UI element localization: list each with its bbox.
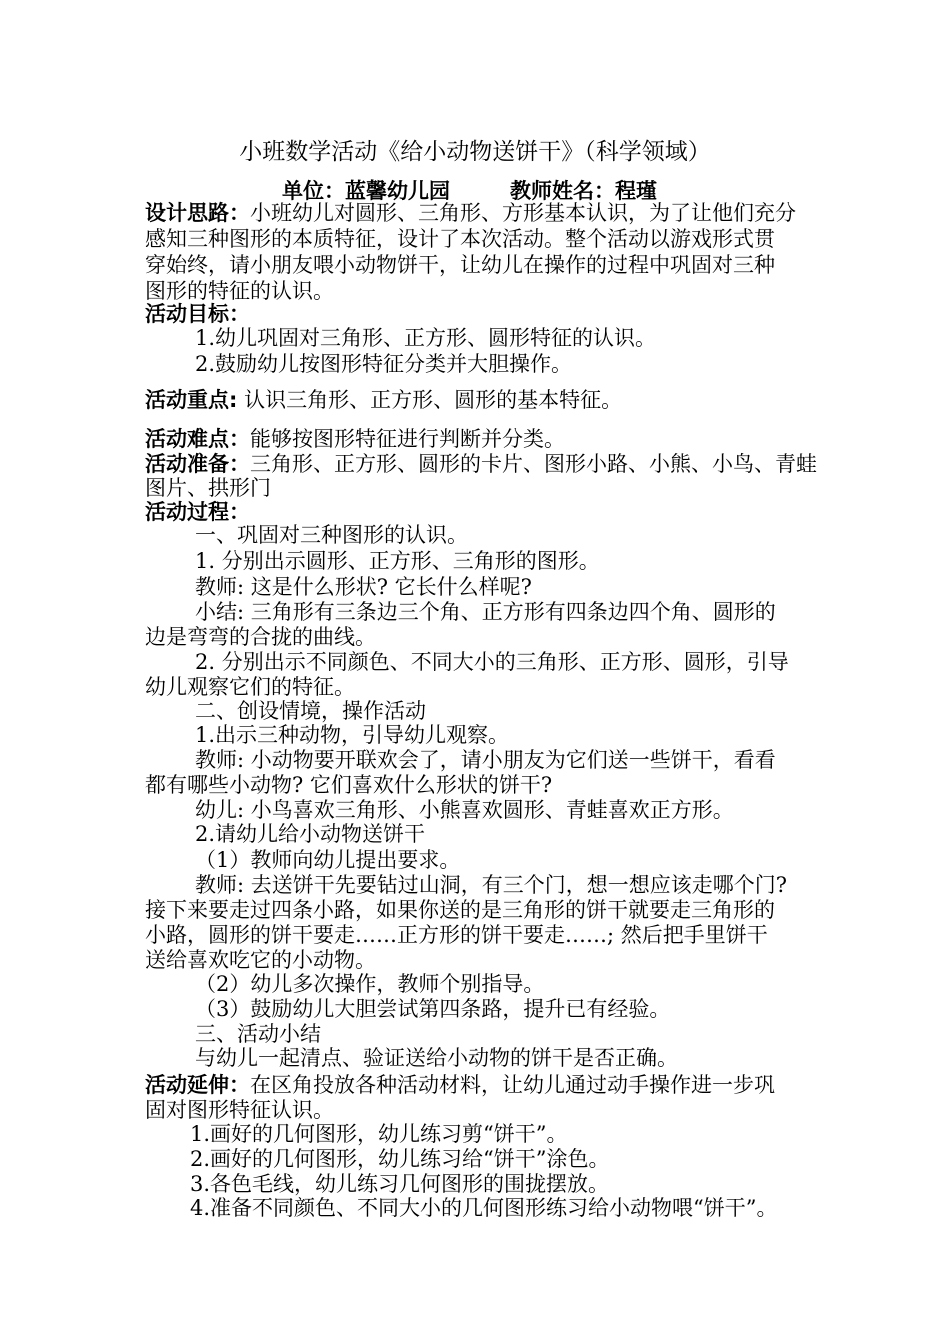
prep-line-1: 活动准备：三角形、正方形、圆形的卡片、图形小路、小熊、小鸟、青蛙	[145, 452, 817, 476]
extension-item: 4.准备不同颜色、不同大小的几何图形练习给小动物喂“饼干”。	[190, 1196, 778, 1220]
goal-item-1: 1.幼儿巩固对三角形、正方形、圆形特征的认识。	[195, 326, 657, 350]
prep-heading: 活动准备：	[145, 452, 250, 476]
process-line: 教师: 去送饼干先要钻过山洞，有三个门，想一想应该走哪个门?	[195, 873, 788, 897]
process-line: 1.出示三种动物，引导幼儿观察。	[195, 723, 510, 747]
process-line: 小结: 三角形有三条边三个角、正方形有四条边四个角、圆形的	[195, 600, 776, 624]
process-line: 1. 分别出示圆形、正方形、三角形的图形。	[195, 549, 600, 573]
process-line: 幼儿观察它们的特征。	[145, 675, 355, 699]
process-line: 都有哪些小动物? 它们喜欢什么形状的饼干?	[145, 773, 553, 797]
process-line: 2.请幼儿给小动物送饼干	[195, 822, 426, 846]
prep-line-2: 图片、拱形门	[145, 476, 271, 500]
process-line: （1）教师向幼儿提出要求。	[195, 848, 461, 872]
design-line-4: 图形的特征的认识。	[145, 279, 334, 303]
extension-heading: 活动延伸：	[145, 1073, 250, 1097]
goal-item-2: 2.鼓励幼儿按图形特征分类并大胆操作。	[195, 352, 573, 376]
goals-heading: 活动目标：	[145, 302, 250, 326]
process-line: 三、活动小结	[195, 1022, 321, 1046]
process-line: 边是弯弯的合拢的曲线。	[145, 625, 376, 649]
process-line: 小路，圆形的饼干要走……正方形的饼干要走……; 然后把手里饼干	[145, 923, 768, 947]
design-line-3: 穿始终，请小朋友喂小动物饼干，让幼儿在操作的过程中巩固对三种	[145, 253, 775, 277]
focus-heading: 活动重点:	[145, 388, 238, 412]
focus-line: 活动重点: 认识三角形、正方形、圆形的基本特征。	[145, 388, 623, 412]
process-line: （2）幼儿多次操作，教师个别指导。	[195, 972, 545, 996]
difficulty-heading: 活动难点：	[145, 427, 250, 451]
design-heading: 设计思路：	[145, 201, 250, 225]
process-line: 教师: 这是什么形状? 它长什么样呢?	[195, 575, 532, 599]
process-line: 2. 分别出示不同颜色、不同大小的三角形、正方形、圆形，引导	[195, 650, 789, 674]
process-line: 二、创设情境，操作活动	[195, 699, 426, 723]
document-title: 小班数学活动《给小动物送饼干》（科学领域）	[239, 139, 711, 165]
process-line: 接下来要走过四条小路，如果你送的是三角形的饼干就要走三角形的	[145, 898, 775, 922]
extension-line-2: 固对图形特征认识。	[145, 1098, 334, 1122]
process-line: 幼儿: 小鸟喜欢三角形、小熊喜欢圆形、青蛙喜欢正方形。	[195, 798, 734, 822]
teacher-label: 教师姓名：程瑾	[510, 179, 657, 203]
design-line-2: 感知三种图形的本质特征，设计了本次活动。整个活动以游戏形式贯	[145, 227, 775, 251]
process-line: 送给喜欢吃它的小动物。	[145, 948, 376, 972]
extension-line-1: 活动延伸：在区角投放各种活动材料，让幼儿通过动手操作进一步巩	[145, 1073, 775, 1097]
extension-item: 2.画好的几何图形，幼儿练习给“饼干”涂色。	[190, 1147, 610, 1171]
extension-item: 3.各色毛线，幼儿练习几何图形的围拢摆放。	[190, 1172, 610, 1196]
unit-label: 单位：蓝馨幼儿园	[282, 179, 450, 203]
process-line: （3）鼓励幼儿大胆尝试第四条路，提升已有经验。	[195, 997, 671, 1021]
difficulty-line: 活动难点：能够按图形特征进行判断并分类。	[145, 427, 565, 451]
process-line: 教师: 小动物要开联欢会了，请小朋友为它们送一些饼干，看看	[195, 748, 776, 772]
process-heading: 活动过程：	[145, 500, 250, 524]
process-line: 与幼儿一起清点、验证送给小动物的饼干是否正确。	[195, 1046, 678, 1070]
extension-item: 1.画好的几何图形，幼儿练习剪“饼干”。	[190, 1122, 568, 1146]
process-line: 一、巩固对三种图形的认识。	[195, 523, 468, 547]
design-line-1: 设计思路：小班幼儿对圆形、三角形、方形基本认识，为了让他们充分	[145, 201, 796, 225]
